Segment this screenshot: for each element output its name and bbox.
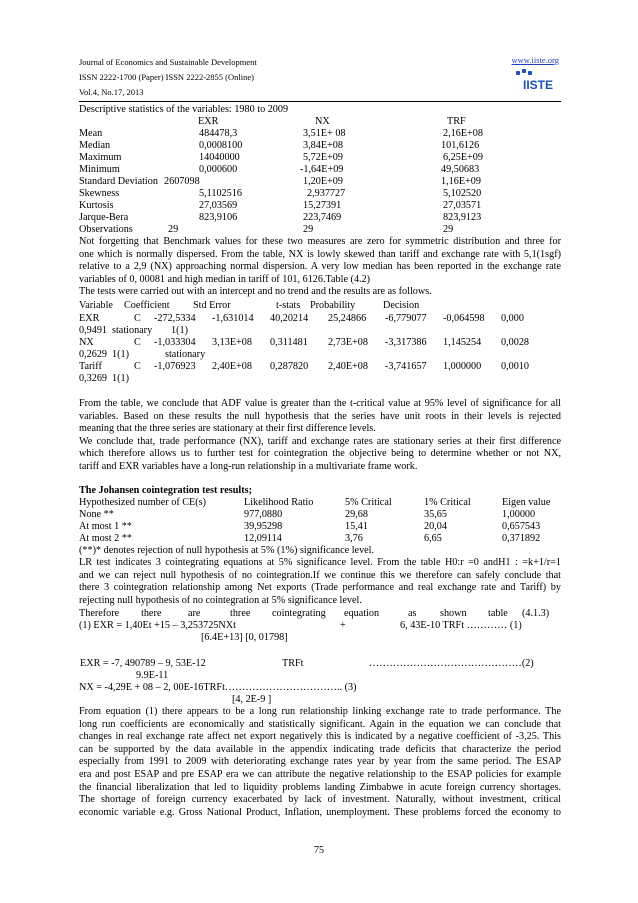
journal-url-link[interactable]: www.iiste.org bbox=[511, 55, 559, 65]
johansen-note: (**)* denotes rejection of null hypothesis at 5% (1%) significance level. bbox=[79, 545, 375, 556]
col-nx: NX bbox=[315, 116, 330, 127]
issn-line: ISSN 2222-1700 (Paper) ISSN 2222-2855 (Online) bbox=[79, 72, 254, 82]
paragraph-adf-conclusion: From the table, we conclude that ADF value is greater than the t-critical value at 95% level of significance for all variables. Based on these results the null hypothesis that the series have unit roots in their levels is rejected meaning that the three series are stationary at their first difference levels. We conclude that, trade performance (NX), tariff and exchange rates are stationary series at their first difference which therefore allows us to further test for cointegration the objective being to determine whether or not NX, tariff and EXR variables have a long-run relationship in a multivariate frame work. bbox=[79, 398, 561, 472]
equation-1-standard-errors: [6.4E+13] [0, 01798] bbox=[201, 632, 288, 643]
page-number: 75 bbox=[314, 845, 324, 856]
descriptive-title: Descriptive statistics of the variables: 1980 to 2009 bbox=[79, 104, 289, 115]
johansen-title: The Johansen cointegration test results; bbox=[79, 485, 252, 496]
equation-3: NX = -4,29E + 08 – 2, 00E-16TRFt…………………………….. (3) bbox=[79, 682, 357, 693]
paragraph-long-run: From equation (1) there appears to be a long run relationship linking exchange rate to trade performance. The long run coefficients are economically and statistically significant. Again in the equation we can conclude that changes in real exchange rate affect net export negatively this is indicated by a negative coefficient of -3,25. This can be supported by the data available in the appendix indicating trade deficits that characterize the period especially from 1991 to 2009 with deteriorating exchange rates year by year from the same period. The ESAP era and post ESAP and pre ESAP era we can attribute the negative relationship to the ESAP policies for example the financial liberalization that led to liquidity problems landing Zimbabwe in acute foreign currency shortages. The shortage of foreign currency exacerbated by lack of investment. Naturally, without investment, critical economic variable e.g. Gross National Product, Inflation, unemployment. These problems forced the economy to bbox=[79, 706, 561, 818]
equation-3-standard-error: [4, 2E-9 ] bbox=[232, 694, 272, 705]
paragraph-benchmark: Not forgetting that Benchmark values for these two measures are zero for symmetric distribution and three for one which is normally dispersed. From the table, NX is lowly skewed than tariff and exchange rate with 5,1(1sgf) relative to a 2,9 (NX) approaching normal dispersion. A very low median has been reported in the exchange rate variables of 0, 00081 and high median in tariff of 101, 6126.Table (4.2) The tests were carried out with an intercept and no trend and the results are as follows. bbox=[79, 236, 561, 298]
iiste-logo bbox=[514, 68, 562, 94]
header-rule bbox=[79, 101, 561, 102]
col-trf: TRF bbox=[447, 116, 466, 127]
volume-line: Vol.4, No.17, 2013 bbox=[79, 87, 144, 97]
col-exr: EXR bbox=[198, 116, 219, 127]
paragraph-lr-test: LR test indicates 3 cointegrating equations at 5% significance level. From the table H0:r =0 andH1 : =k+1/r=1 and we can reject null hypothesis of no cointegration.If we continue this we therefore can safely conclude that there 3 cointegration relationship among Net exports (Trade performance and real exchange rate and Tariff) by rejecting null hypothesis of no cointegration at 5% significance level. bbox=[79, 557, 561, 606]
logo-text: IISTE bbox=[522, 78, 554, 92]
equation-2-standard-error: 9.9E-11 bbox=[136, 670, 169, 681]
journal-name: Journal of Economics and Sustainable Development bbox=[79, 57, 257, 67]
